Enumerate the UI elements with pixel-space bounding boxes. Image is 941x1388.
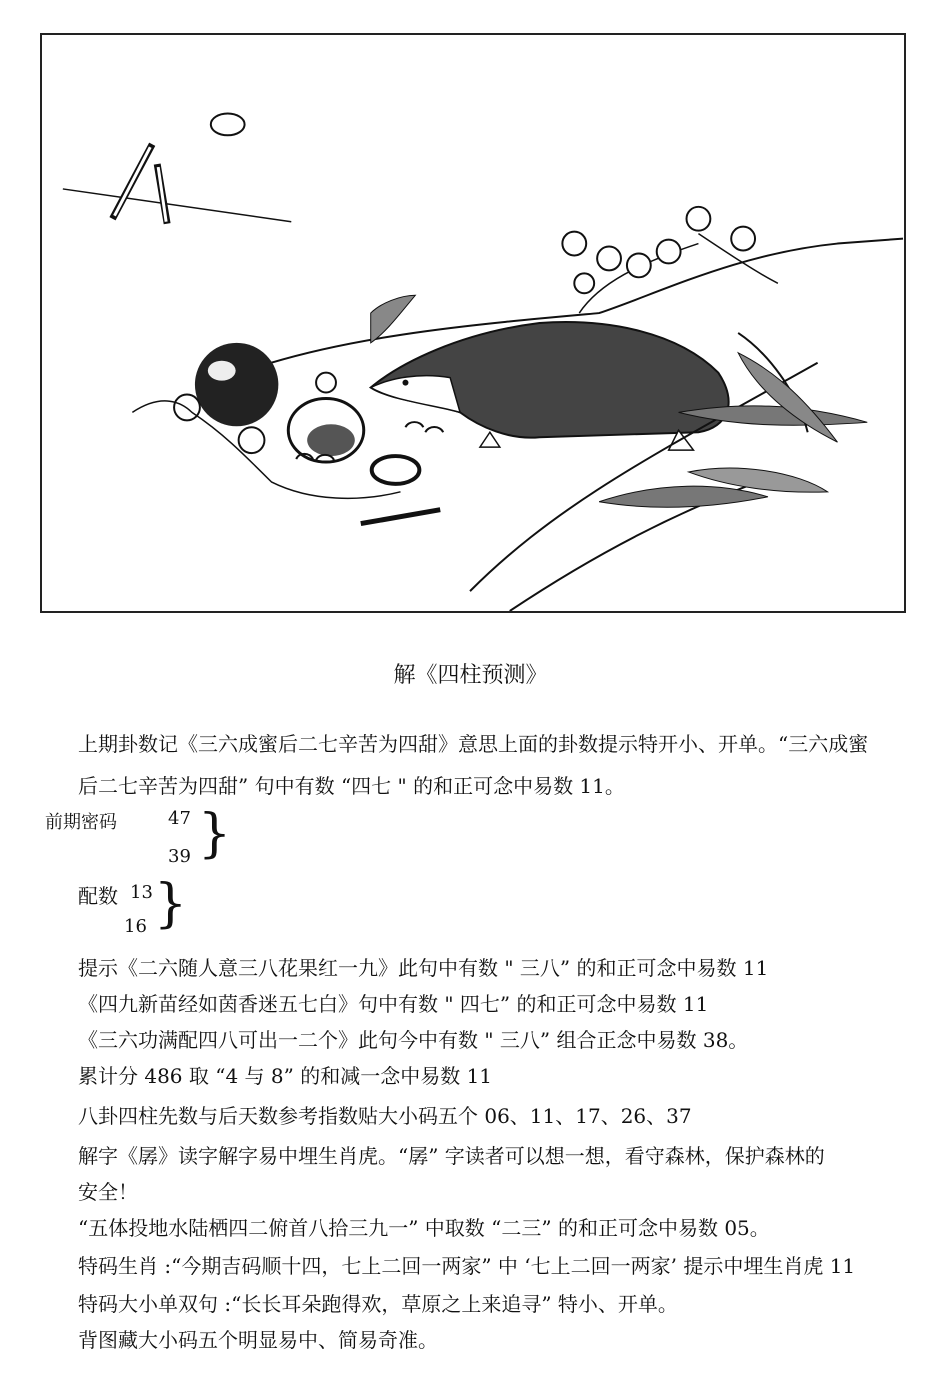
body-line: 提示《二六随人意三八花果红一九》此句中有数 " 三八” 的和正可念中易数 11 [78,956,769,980]
hedgehog-illustration [42,35,904,611]
body-line: 《四九新苗经如茵香迷五七白》句中有数 " 四七” 的和正可念中易数 11 [78,992,709,1016]
previous-number: 39 [168,846,191,867]
clover-icon [597,247,621,271]
body-line: 八卦四柱先数与后天数参考指数贴大小码五个 06、11、17、26、37 [78,1104,692,1128]
body-line: 累计分 486 取 “4 与 8” 的和减一念中易数 11 [78,1064,493,1088]
clover-icon [574,273,594,293]
previous-label: 前期密码 [45,812,117,833]
clover-icon [316,373,336,393]
pairing-number: 16 [124,916,147,937]
pairing-label: 配数 [78,884,118,908]
brace-icon: } [154,874,188,934]
body-line: “五体投地水陆栖四二俯首八拾三九一” 中取数 “二三” 的和正可念中易数 05。 [78,1216,770,1240]
illustration-frame [40,33,906,613]
body-line: 安全！ [78,1180,138,1204]
body-line: 《三六功满配四八可出一二个》此句今中有数 " 三八” 组合正念中易数 38。 [78,1028,749,1052]
clover-icon [687,207,711,231]
intro-line-1: 上期卦数记《三六成蜜后二七辛苦为四甜》意思上面的卦数提示特开小、开单。“三六成蜜 [78,732,869,756]
clover-icon [239,427,265,453]
body-line: 背图藏大小码五个明显易中、简易奇准。 [78,1328,438,1352]
clover-icon [657,240,681,264]
body-line: 特码生肖 :“今期吉码顺十四，七上二回一两家” 中 ‘七上二回一两家’ 提示中埋生肖虎 11 [78,1254,856,1278]
clover-icon [731,227,755,251]
intro-line-2: 后二七辛苦为四甜” 句中有数 “四七 " 的和正可念中易数 11。 [78,774,625,798]
gourd-icon [195,343,278,426]
clover-icon [627,253,651,277]
pairing-number: 13 [130,882,153,903]
previous-number: 47 [168,808,191,829]
body-line: 特码大小单双句 :“长长耳朵跑得欢，草原之上来追寻” 特小、开单。 [78,1292,678,1316]
page-title: 解《四柱预测》 [393,663,548,688]
body-line: 解字《孱》读字解字易中埋生肖虎。“孱” 字读者可以想一想，看守森林，保护森林的 [78,1144,825,1168]
brace-icon: } [198,804,232,864]
clover-icon [562,232,586,256]
moon-icon [211,113,245,135]
